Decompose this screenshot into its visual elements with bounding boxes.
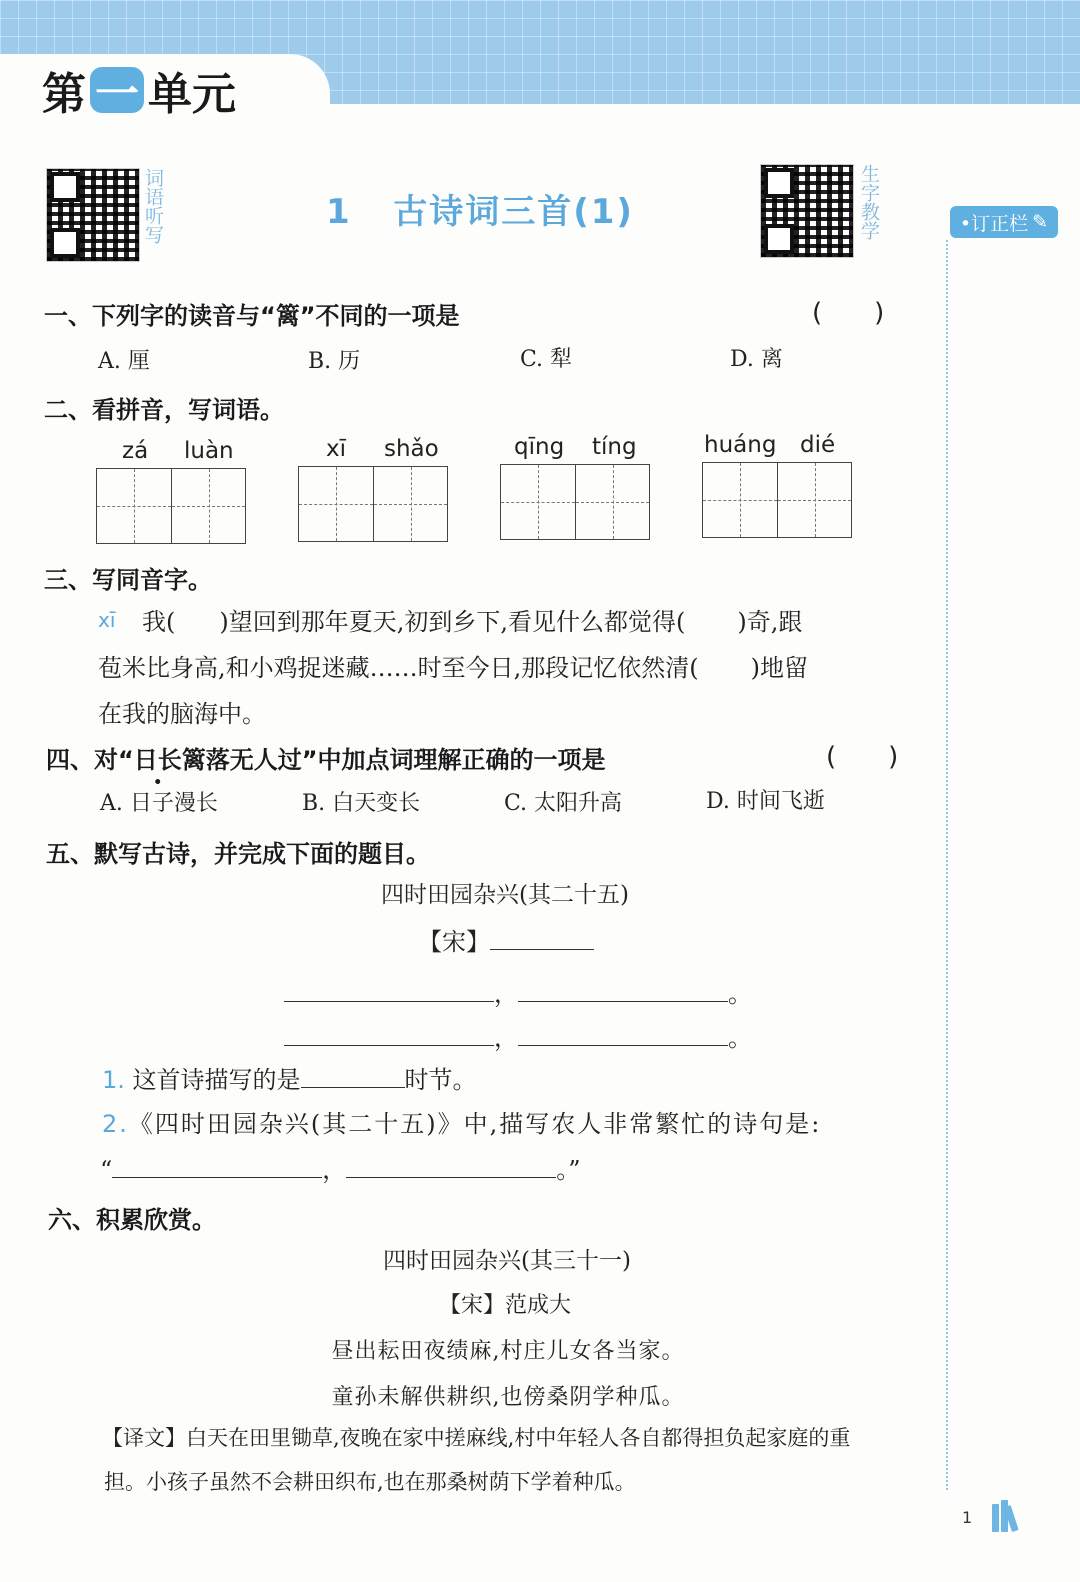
correction-label: •订正栏 [959, 212, 1029, 235]
q3-text: )望回到那年夏天,初到乡下,看见什么都觉得( [219, 608, 686, 636]
books-icon [990, 1498, 1030, 1532]
q4-text: 四、对“ [46, 746, 134, 774]
punct: 。 [728, 980, 752, 1008]
q1-option-d[interactable]: D. 离 [730, 347, 783, 372]
pinyin: huáng [704, 432, 777, 458]
q3-text: 我( [142, 608, 176, 636]
q5-sub-1 [102, 1060, 477, 1095]
pinyin: xī [326, 436, 347, 462]
q3-line-3: 在我的脑海中。 [98, 700, 266, 728]
unit-title [42, 60, 236, 120]
q4-title [46, 740, 606, 775]
punct: 。” [556, 1156, 581, 1184]
q5-sub-2 [102, 1104, 821, 1139]
answer-blank[interactable] [346, 1177, 556, 1178]
correction-column-tag [950, 206, 1058, 238]
punct: 。 [728, 1024, 752, 1052]
q1-title: 一、下列字的读音与“篱”不同的一项是 [44, 302, 460, 330]
poem-blank[interactable] [518, 1045, 728, 1046]
q6-poem-title: 四时田园杂兴(其三十一) [383, 1248, 631, 1274]
q5-sub-2-answer [100, 1150, 581, 1185]
lesson-number: 1 [326, 192, 352, 232]
q5-sub2-number: 2. [102, 1110, 129, 1138]
punct: ， [494, 1024, 518, 1052]
qr-label-dictation: 词语听写 [142, 168, 164, 244]
page-number: 1 [962, 1508, 973, 1527]
q5-poem-line-1 [284, 974, 752, 1009]
pencil-icon: ✎ [1032, 211, 1049, 233]
poem-blank[interactable] [518, 1001, 728, 1002]
q3-pinyin: xī [98, 608, 116, 632]
tian-grid[interactable] [500, 464, 650, 540]
tian-grid[interactable] [702, 462, 852, 538]
poem-blank[interactable] [284, 1045, 494, 1046]
pinyin: dié [800, 432, 836, 458]
q2-title: 二、看拼音，写词语。 [44, 396, 284, 424]
q6-author: 【宋】范成大 [438, 1293, 571, 1318]
q5-author-blank[interactable] [490, 949, 594, 950]
q4-option-c[interactable]: C. 太阳升高 [504, 791, 623, 816]
poem-blank[interactable] [284, 1001, 494, 1002]
pinyin: zá [122, 438, 149, 464]
q5-dynasty: 【宋】 [418, 928, 490, 956]
q5-text: 这首诗描写的是 [132, 1066, 301, 1094]
qr-label-teaching: 生字教学 [858, 164, 880, 240]
pinyin: shǎo [384, 436, 439, 462]
q3-line-1 [142, 602, 802, 637]
q4-answer-paren[interactable]: ( ) [826, 742, 899, 772]
tian-grid[interactable] [298, 466, 448, 542]
q3-line-2 [98, 648, 808, 683]
q4-text: 篱落无人过”中加点词理解正确的一项是 [181, 746, 606, 774]
q4-option-a[interactable]: A. 日子漫长 [100, 791, 218, 816]
q6-translation-2: 担。小孩子虽然不会耕田织布,也在那桑树荫下学着种瓜。 [104, 1470, 636, 1494]
punct: ， [322, 1156, 347, 1184]
q6-poem-line-2: 童孙未解供耕织,也傍桑阴学种瓜。 [331, 1385, 685, 1410]
pinyin: tíng [592, 434, 637, 460]
q5-text: 《四时田园杂兴(其二十五)》中,描写农人非常繁忙的诗句是: [128, 1110, 822, 1138]
q3-text: 苞米比身高,和小鸡捉迷藏……时至今日,那段记忆依然清( [98, 654, 699, 682]
answer-blank[interactable] [112, 1177, 322, 1178]
q5-title: 五、默写古诗，并完成下面的题目。 [46, 840, 430, 868]
pinyin: luàn [184, 438, 234, 464]
q5-text: 时节。 [404, 1066, 477, 1094]
q4-option-b[interactable]: B. 白天变长 [302, 791, 421, 816]
q4-dotted-word: 日长 [133, 746, 182, 774]
q1-option-a[interactable]: A. 厘 [98, 349, 150, 374]
q3-title: 三、写同音字。 [44, 566, 212, 594]
q3-text: )奇,跟 [737, 608, 803, 636]
q6-poem-line-1: 昼出耘田夜绩麻,村庄儿女各当家。 [331, 1339, 685, 1364]
q5-author-line [418, 922, 594, 957]
punct: ， [494, 980, 518, 1008]
q6-translation-1: 【译文】白天在田里锄草,夜晚在家中搓麻线,村中年轻人各自都得担负起家庭的重 [102, 1426, 851, 1450]
q5-poem-line-2 [284, 1018, 752, 1053]
q3-text: )地留 [750, 654, 808, 682]
tian-grid[interactable] [96, 468, 246, 544]
q1-option-b[interactable]: B. 历 [308, 349, 361, 374]
q4-option-d[interactable]: D. 时间飞逝 [706, 789, 825, 814]
q1-option-c[interactable]: C. 犁 [520, 347, 573, 372]
lesson-title [0, 184, 960, 233]
punct: “ [100, 1156, 113, 1184]
q5-season-blank[interactable] [301, 1087, 405, 1088]
lesson-name: 古诗词三首(1) [393, 192, 634, 232]
q5-sub1-number: 1. [102, 1066, 125, 1094]
q6-title: 六、积累欣赏。 [48, 1206, 216, 1234]
pinyin: qīng [514, 434, 565, 460]
q5-poem-title: 四时田园杂兴(其二十五) [381, 882, 629, 908]
unit-suffix: 单元 [148, 69, 236, 120]
unit-prefix: 第 [42, 69, 86, 120]
q1-answer-paren[interactable]: ( ) [812, 298, 885, 328]
unit-number-badge: 一 [90, 67, 144, 113]
